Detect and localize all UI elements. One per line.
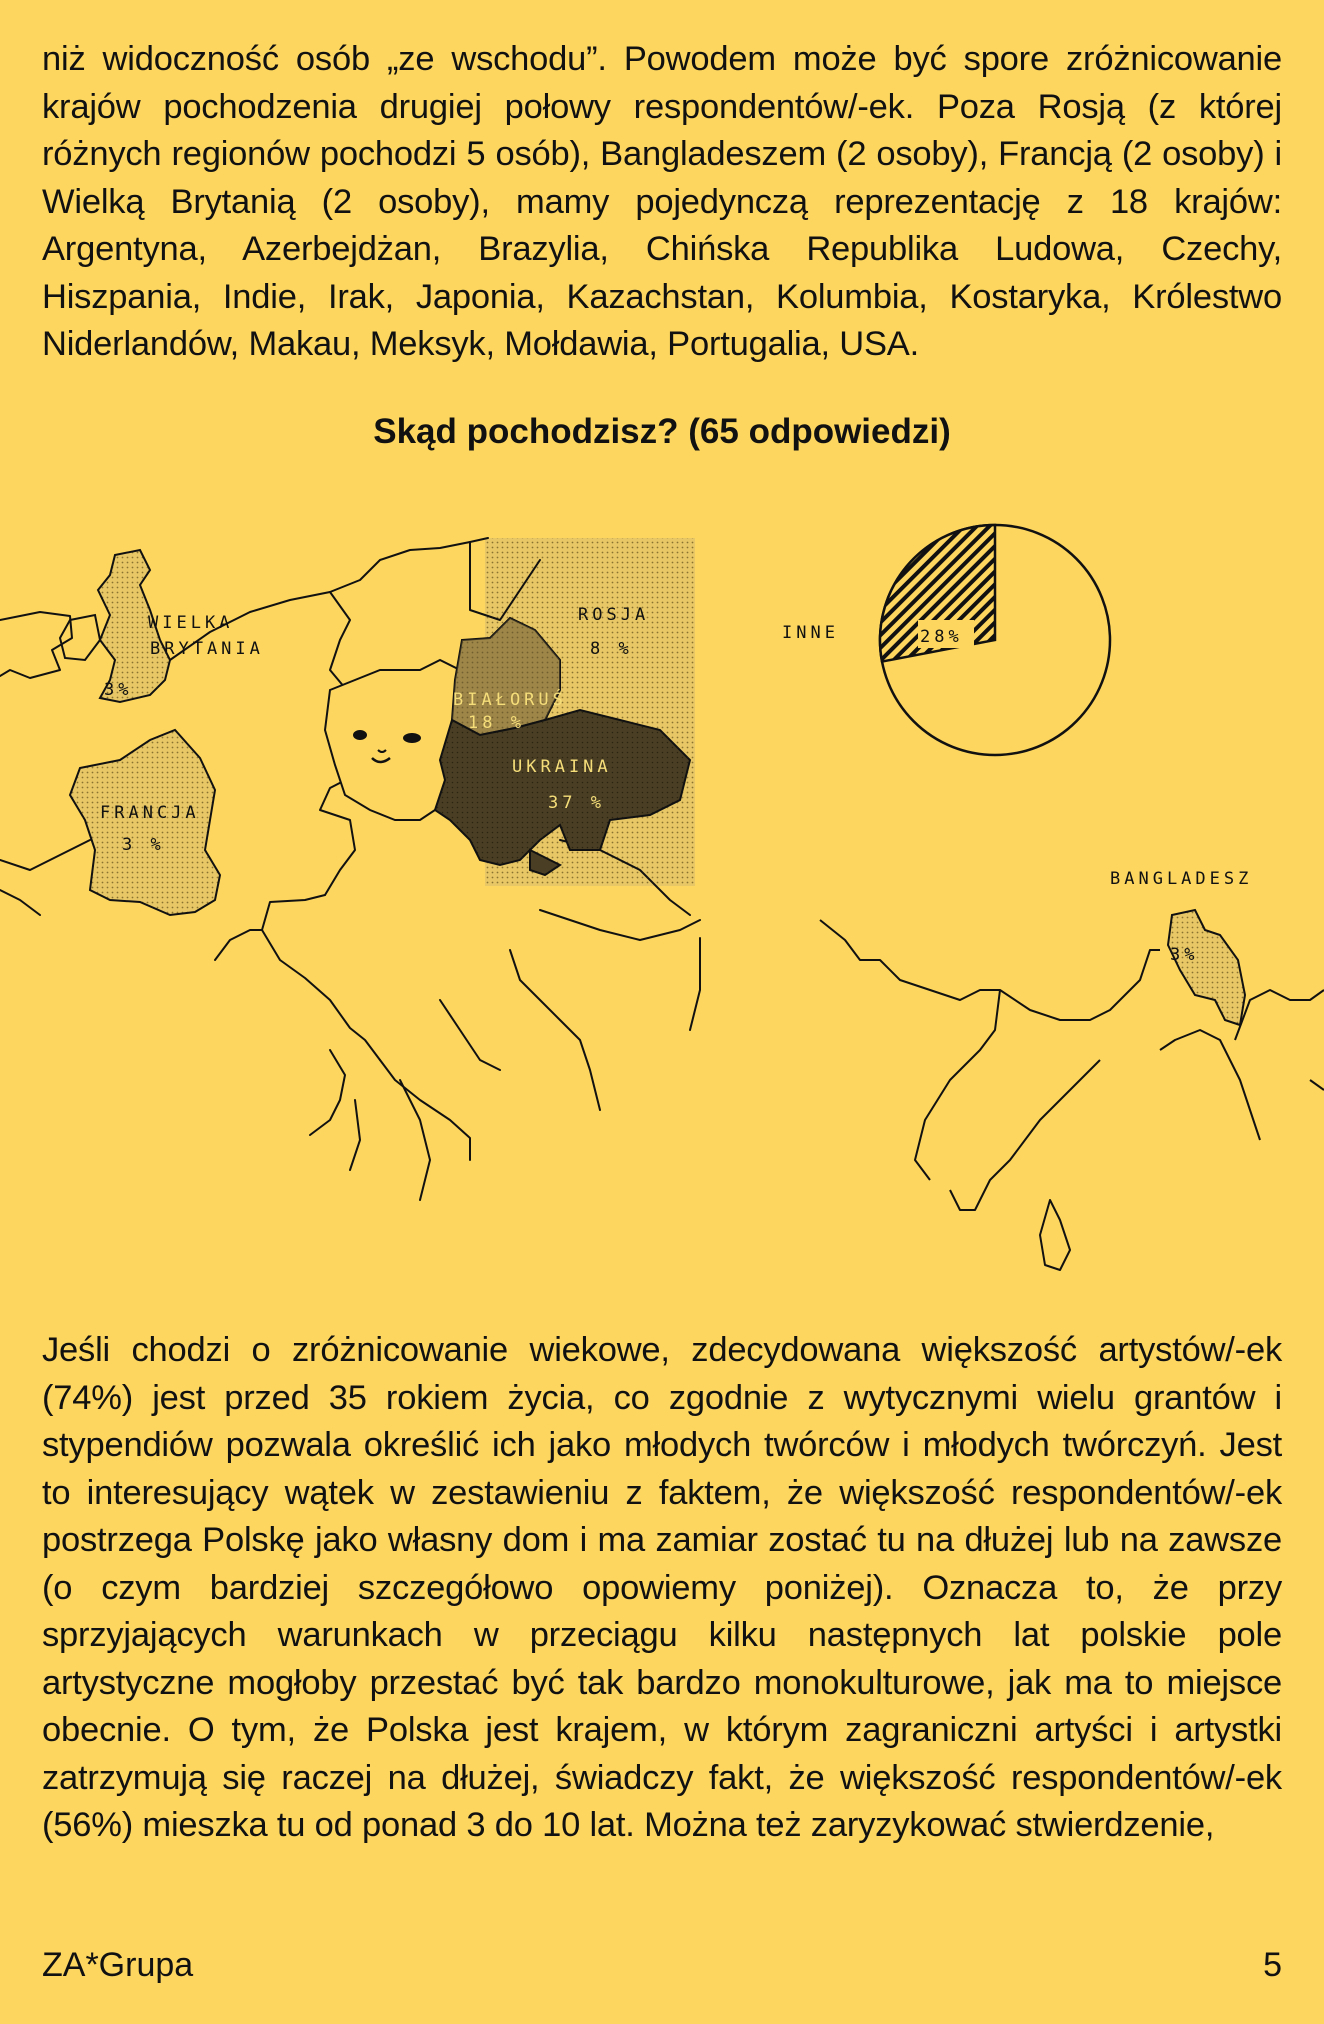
- label-belarus-pct: 18 %: [468, 713, 525, 733]
- label-bangladesh-name: BANGLADESZ: [1110, 869, 1253, 889]
- label-russia-name: ROSJA: [578, 605, 650, 625]
- figure-title: Skąd pochodzisz? (65 odpowiedzi): [373, 412, 951, 451]
- india-outline: [820, 920, 1324, 1270]
- footer-publisher: ZA*Grupa: [42, 1946, 194, 1984]
- label-ukraine-name: UKRAINA: [512, 757, 612, 777]
- label-other-name: INNE: [782, 623, 839, 643]
- label-uk-pct: 3%: [104, 680, 133, 700]
- label-uk-name-1: WIELKA: [148, 613, 234, 633]
- label-ukraine-pct: 37 %: [548, 793, 605, 813]
- label-france-pct: 3 %: [122, 835, 165, 855]
- label-uk-name-2: BRYTANIA: [150, 639, 264, 659]
- bangladesh-region: [1168, 910, 1245, 1025]
- pie-chart: [880, 525, 1110, 755]
- intro-paragraph: niż widoczność osób „ze wschodu”. Powodem może być spore zróżnicowanie krajów pochodzenia drugiej połowy respondentów/-ek. Poza Rosją (z której różnych regionów pochodzi 5 osób), Bangladeszem (2 osoby), Francją (2 osoby) i Wielką Brytanią (2 osoby), mamy pojedynczą reprezentację z 18 krajów: Argentyna, Azerbejdżan, Brazylia, Chińska Republika Ludowa, Czechy, Hiszpania, Indie, Irak, Japonia, Kazachstan, Kolumbia, Kostaryka, Królestwo Niderlandów, Makau, Meksyk, Mołdawia, Portugalia, USA.: [42, 40, 1282, 363]
- body-paragraph: Jeśli chodzi o zróżnicowanie wiekowe, zdecydowana większość artystów/-ek (74%) jest przed 35 rokiem życia, co zgodnie z wytycznymi wielu grantów i stypendiów pozwala określić ich jako młodych twórców i młodych twórczyń. Jest to interesujący wątek w zestawieniu z faktem, że większość respondentów/-ek postrzega Polskę jako własny dom i ma zamiar zostać tu na dłużej lub na zawsze (o czym bardziej szczegółowo opowiemy poniżej). Oznacza to, że przy sprzyjających warunkach w przeciągu kilku następnych lat polskie pole artystyczne mogłoby przestać być tak bardzo monokulturowe, jak ma to miejsce obecnie. O tym, że Polska jest krajem, w którym zagraniczni artyści i artystki zatrzymują się raczej na dłużej, świadczy fakt, że większość respondentów/-ek (56%) mieszka tu od ponad 3 do 10 lat. Można też zaryzykować stwierdzenie,: [42, 1331, 1282, 1844]
- origin-map-figure: [0, 520, 1324, 1280]
- label-russia-pct: 8 %: [590, 639, 633, 659]
- label-belarus-name: BIAŁORUŚ: [453, 690, 567, 710]
- pie-label-inne-pct: 28%: [920, 627, 963, 647]
- label-bangladesh-pct: 3%: [1170, 945, 1199, 965]
- ireland-region: [60, 615, 100, 660]
- page-number: 5: [1263, 1946, 1282, 1984]
- label-france-name: FRANCJA: [100, 803, 200, 823]
